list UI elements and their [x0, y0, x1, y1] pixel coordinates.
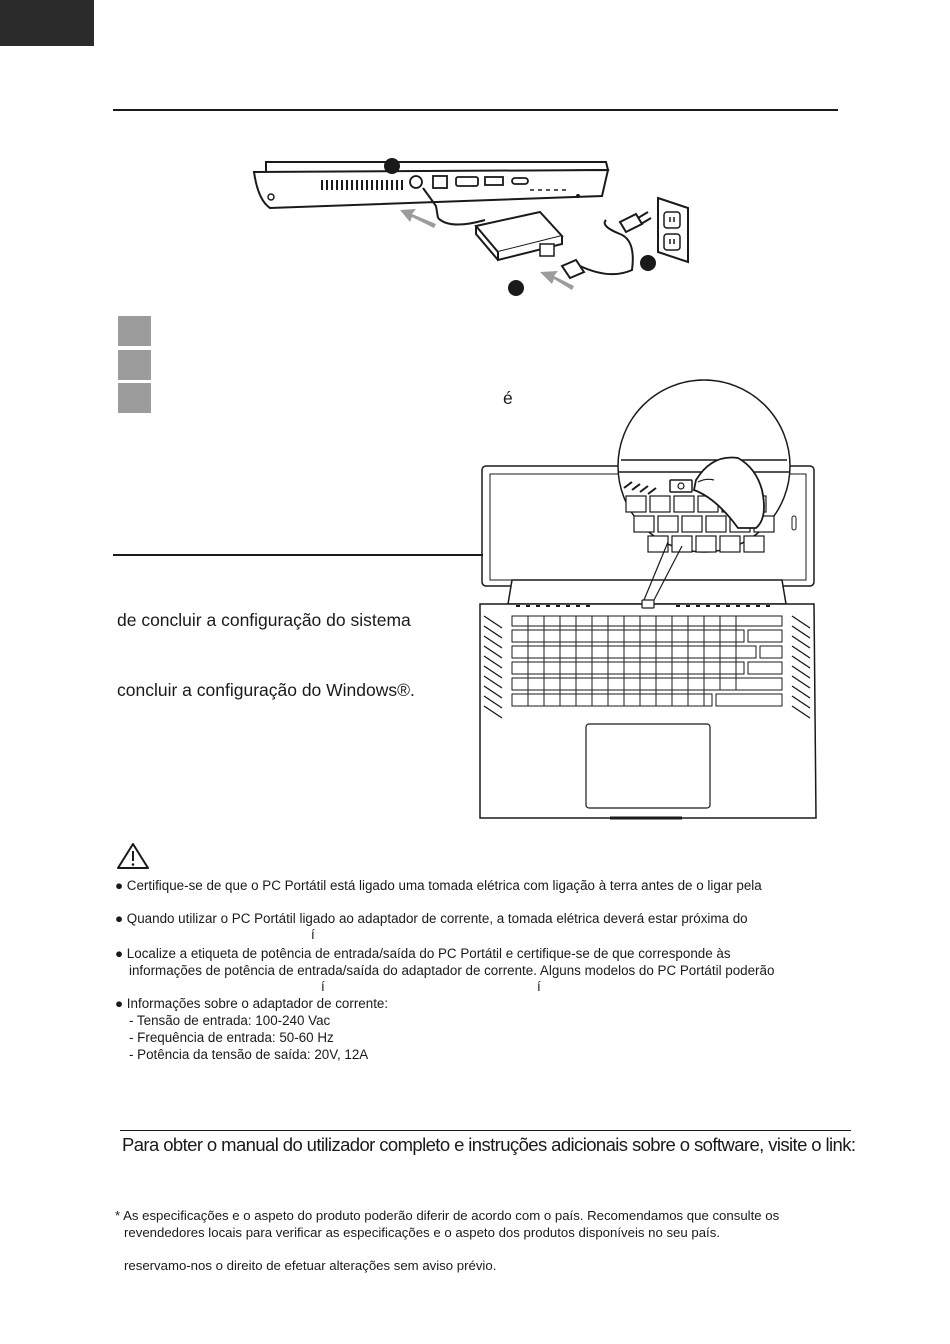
warning-line-6: í [321, 979, 325, 994]
warning-line-9: - Tensão de entrada: 100-240 Vac [129, 1013, 331, 1028]
stray-char-1: é [503, 388, 513, 408]
footnote-line-3: reservamo-nos o direito de efetuar alterações sem aviso prévio. [124, 1258, 497, 1273]
footnote-line-1: * As especificações e o aspeto do produto poderão diferir de acordo com o país. Recomendamos que consulte os [115, 1208, 780, 1223]
setup-line-2: concluir a configuração do Windows®. [117, 680, 415, 700]
manual-link-text[interactable]: Para obter o manual do utilizador completo e instruções adicionais sobre o software, visite o link: [122, 1134, 856, 1155]
warning-line-10: - Frequência de entrada: 50-60 Hz [129, 1030, 334, 1045]
top-rule [113, 109, 838, 111]
corner-tab [0, 0, 94, 46]
power-connection-illustration [240, 150, 710, 300]
setup-line-1: de concluir a configuração do sistema [117, 610, 411, 630]
warning-line-7: í [537, 979, 541, 994]
step-box-3 [118, 383, 151, 413]
warning-line-2: ● Quando utilizar o PC Portátil ligado ao adaptador de corrente, a tomada elétrica deverá estar próxima do [115, 911, 748, 926]
link-rule [120, 1130, 851, 1131]
footnote-line-2: revendedores locais para verificar as especificações e o aspeto dos produtos disponíveis no seu país. [124, 1225, 720, 1240]
warning-line-4: ● Localize a etiqueta de potência de entrada/saída do PC Portátil e certifique-se de que corresponde às [115, 946, 731, 961]
warning-line-11: - Potência da tensão de saída: 20V, 12A [129, 1047, 369, 1062]
warning-triangle-icon [116, 842, 150, 870]
warning-line-8: ● Informações sobre o adaptador de corrente: [115, 996, 389, 1011]
warning-line-5: informações de potência de entrada/saída do adaptador de corrente. Alguns modelos do PC Portátil poderão [129, 963, 775, 978]
step-box-2 [118, 350, 151, 380]
warning-line-1: ● Certifique-se de que o PC Portátil está ligado uma tomada elétrica com ligação à terra antes de o ligar pela [115, 878, 762, 893]
step-box-1 [118, 316, 151, 346]
section-rule [113, 554, 483, 556]
warning-line-3: í [311, 927, 315, 942]
laptop-power-button-illustration [476, 378, 818, 824]
